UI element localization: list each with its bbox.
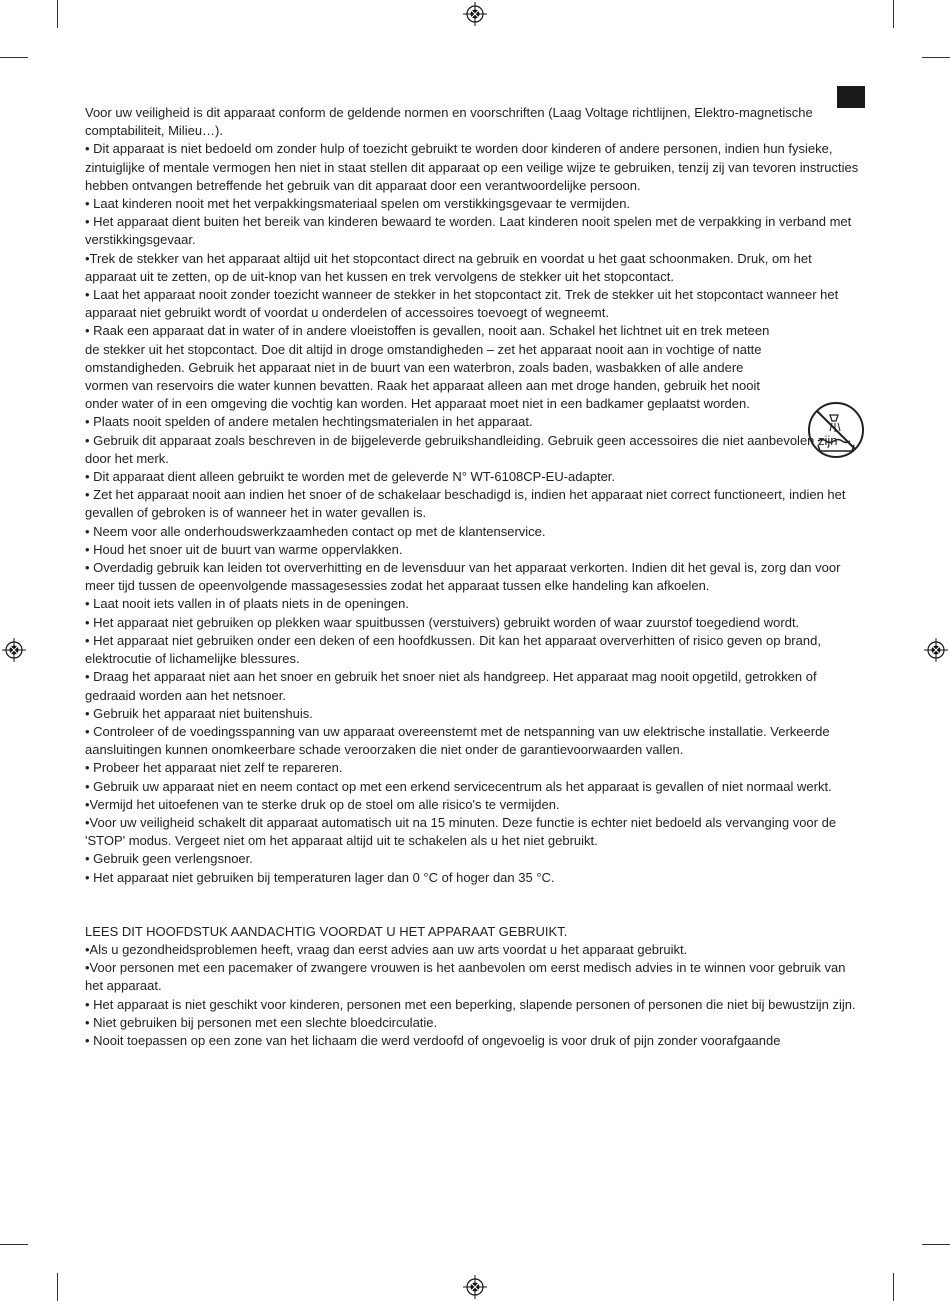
paragraph: • Gebruik dit apparaat zoals beschreven in de bijgeleverde gebruikshandleiding. Gebruik geen accessoires die niet aanbevolen zijn door het merk. xyxy=(85,432,838,466)
paragraph: • Laat nooit iets vallen in of plaats niets in de openingen. xyxy=(85,596,409,612)
section-heading: LEES DIT HOOFDSTUK AANDACHTIG VOORDAT U HET APPARAAT GEBRUIKT. xyxy=(85,923,568,939)
paragraph: • Overdadig gebruik kan leiden tot oververhitting en de levensduur van het apparaat verkorten. Indien dit het geval is, zorg dan voor meer tijd tussen de opeenvolgende massagesessies zodat het apparaat tussen elke handeling kan afkoelen. xyxy=(85,560,841,594)
instruction-text xyxy=(85,104,865,1050)
paragraph: • Laat kinderen nooit met het verpakkingsmateriaal spelen om verstikkingsgevaar te vermijden. xyxy=(85,196,631,212)
crop-mark xyxy=(893,1273,894,1301)
paragraph: • Het apparaat niet gebruiken bij temperaturen lager dan 0 °C of hoger dan 35 °C. xyxy=(85,869,555,885)
paragraph: Voor uw veiligheid is dit apparaat conform de geldende normen en voorschriften (Laag Voltage richtlijnen, Elektro-magnetische comptabiliteit, Milieu…). xyxy=(85,105,813,139)
registration-mark-icon xyxy=(463,2,487,26)
crop-mark xyxy=(922,1244,950,1245)
crop-mark xyxy=(57,0,58,28)
paragraph: • Het apparaat dient buiten het bereik van kinderen bewaard te worden. Laat kinderen nooit spelen met de verpakking in verband met verstikkingsgevaar. xyxy=(85,214,852,248)
paragraph: • Het apparaat is niet geschikt voor kinderen, personen met een beperking, slapende personen of personen die niet bij bewustzijn zijn. xyxy=(85,996,856,1012)
section-gap xyxy=(85,887,865,923)
crop-mark xyxy=(0,57,28,58)
paragraph: • Draag het apparaat niet aan het snoer en gebruik het snoer niet als handgreep. Het apparaat mag nooit opgetild, getrokken of gedraaid worden aan het netsnoer. xyxy=(85,669,817,703)
paragraph: • Niet gebruiken bij personen met een slechte bloedcirculatie. xyxy=(85,1014,438,1030)
crop-mark xyxy=(922,57,950,58)
paragraph: • Zet het apparaat nooit aan indien het snoer of de schakelaar beschadigd is, indien het apparaat niet correct functioneert, indien het gevallen of gebroken is of wanneer het in water gevallen is. xyxy=(85,487,846,521)
crop-mark xyxy=(893,0,894,28)
paragraph: • Neem voor alle onderhoudswerkzaamheden contact op met de klantenservice. xyxy=(85,523,546,539)
paragraph: • Houd het snoer uit de buurt van warme oppervlakken. xyxy=(85,541,403,557)
paragraph: •Trek de stekker van het apparaat altijd uit het stopcontact direct na gebruik en voordat u het gaat schoonmaken. Druk, om het apparaat uit te zetten, op de uit-knop van het kussen en trek vervolgens de stekker uit het stopcontact. xyxy=(85,250,812,284)
paragraph: • Het apparaat niet gebruiken op plekken waar spuitbussen (verstuivers) gebruikt worden of waar zuurstof toegediend wordt. xyxy=(85,614,800,630)
paragraph: • Gebruik het apparaat niet buitenshuis. xyxy=(85,705,313,721)
paragraph: • Dit apparaat dient alleen gebruikt te worden met de geleverde N° WT-6108CP-EU-adapter. xyxy=(85,469,616,485)
paragraph: •Als u gezondheidsproblemen heeft, vraag dan eerst advies aan uw arts voordat u het apparaat gebruikt. xyxy=(85,941,688,957)
paragraph: • Raak een apparaat dat in water of in andere vloeistoffen is gevallen, nooit aan. Schakel het lichtnet uit en trek meteen de stekker uit het stopcontact. Doe dit altijd in droge omstandigheden – zet het apparaat nooit aan in vochtige of natte omstandigheden. Gebruik het apparaat niet in de buurt van een waterbron, zoals baden, wasbakken of alle andere vormen van reservoirs die water kunnen bevatten. Raak het apparaat alleen aan met droge handen, gebruik het nooit onder water of in een omgeving die vochtig kan worden. Het apparaat moet niet in een badkamer geplaatst worden. xyxy=(85,323,770,412)
paragraph: •Voor uw veiligheid schakelt dit apparaat automatisch uit na 15 minuten. Deze functie is echter niet bedoeld als vervanging voor de 'STOP' modus. Vergeet niet om het apparaat altijd uit te schakelen als u het niet gebruikt. xyxy=(85,814,837,849)
crop-mark xyxy=(57,1273,58,1301)
paragraph: • Nooit toepassen op een zone van het lichaam die werd verdoofd of ongevoelig is voor druk of pijn zonder voorafgaande xyxy=(85,1032,781,1048)
registration-mark-icon xyxy=(463,1275,487,1299)
paragraph: •Voor personen met een pacemaker of zwangere vrouwen is het aanbevolen om eerst medisch advies in te winnen voor gebruik van het apparaat. xyxy=(85,960,846,994)
registration-mark-icon xyxy=(2,638,26,662)
paragraph: • Het apparaat niet gebruiken onder een deken of een hoofdkussen. Dit kan het apparaat oververhitten of risico geven op brand, elektrocutie of lichamelijke blessures. xyxy=(85,632,821,667)
paragraph: • Plaats nooit spelden of andere metalen hechtingsmaterialen in het apparaat. xyxy=(85,414,533,430)
paragraph: • Laat het apparaat nooit zonder toezicht wanneer de stekker in het stopcontact zit. Trek de stekker uit het stopcontact wanneer het apparaat niet gebruikt wordt of voordat u onderdelen of accessoires toevoegt of wegneemt. xyxy=(85,287,839,321)
paragraph: • Probeer het apparaat niet zelf te repareren. xyxy=(85,760,343,776)
paragraph: •Vermijd het uitoefenen van te sterke druk op de stoel om alle risico's te vermijden. xyxy=(85,796,560,812)
crop-mark xyxy=(0,1244,28,1245)
paragraph: • Controleer of de voedingsspanning van uw apparaat overeenstemt met de netspanning van uw elektrische installatie. Verkeerde aansluitingen kunnen onomkeerbare schade veroorzaken die niet onder de garantievoorwaarden vallen. xyxy=(85,723,830,758)
paragraph: • Gebruik uw apparaat niet en neem contact op met een erkend servicecentrum als het apparaat is gevallen of niet normaal werkt. xyxy=(85,778,832,794)
registration-mark-icon xyxy=(924,638,948,662)
paragraph: • Dit apparaat is niet bedoeld om zonder hulp of toezicht gebruikt te worden door kinderen of andere personen, indien hun fysieke, zintuiglijke of mentale vermogen hen niet in staat stellen dit apparaat op een veilige wijze te gebruiken, tenzij zij van tevoren instructies hebben ontvangen betreffende het gebruik van dit apparaat door een verantwoordelijke persoon. xyxy=(85,141,859,193)
paragraph: • Gebruik geen verlengsnoer. xyxy=(85,851,253,867)
